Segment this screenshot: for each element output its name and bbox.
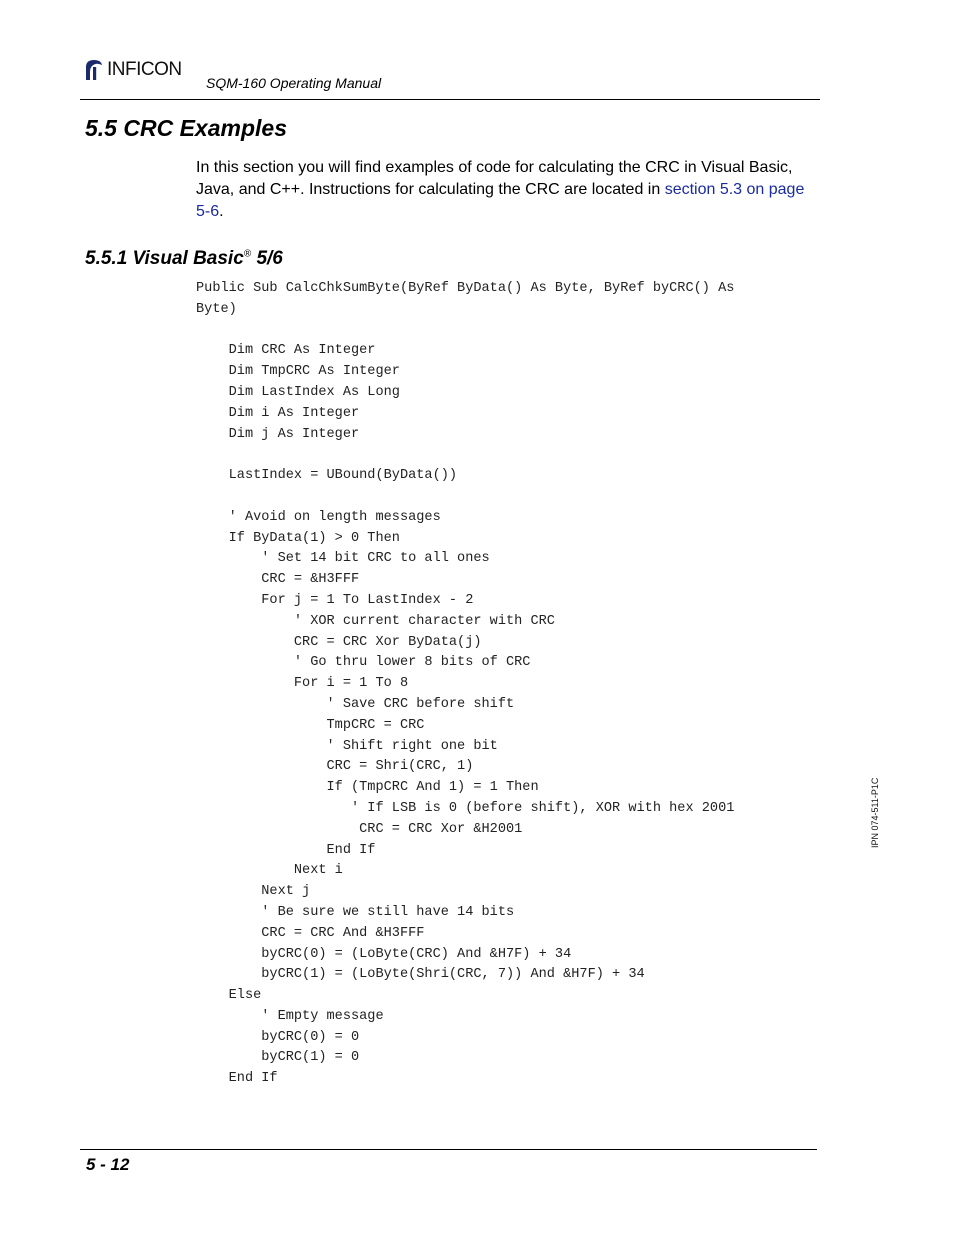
section-link[interactable]: section 5.3 on page 5-6 bbox=[196, 181, 805, 220]
intro-end: . bbox=[219, 203, 224, 220]
footer-divider bbox=[80, 1149, 817, 1150]
page-number: 5 - 12 bbox=[86, 1155, 130, 1174]
intro-text: In this section you will find examples of code for calculating the CRC in Visual Basic, Java, and C++. Instructions for calculating the CRC are located in bbox=[196, 159, 793, 198]
inficon-logo-icon bbox=[82, 58, 104, 82]
side-label: IPN 074-511-P1C bbox=[870, 777, 880, 848]
section-heading: 5.5 CRC Examples bbox=[85, 115, 287, 141]
inficon-logo bbox=[82, 58, 182, 82]
subsection-suffix: 5/6 bbox=[251, 248, 283, 269]
registered-mark: ® bbox=[243, 248, 252, 260]
manual-title: SQM-160 Operating Manual bbox=[206, 75, 382, 91]
intro-paragraph bbox=[196, 157, 816, 223]
code-listing: Public Sub CalcChkSumByte(ByRef ByData() As Byte, ByRef byCRC() As Byte) Dim CRC As Integer Dim TmpCRC As Integer Dim LastIndex As Long Dim i As Integer Dim j As Integer LastIndex = UBound(ByData()) ' Avoid on length messages If ByData(1) > 0 Then ' Set 14 bit CRC to all ones CRC = &H3FFF For j = 1 To LastIndex - 2 ' XOR current character with CRC CRC = CRC Xor ByData(j) ' Go thru lower 8 bits of CRC For i = 1 To 8 ' Save CRC before shift TmpCRC = CRC ' Shift right one bit CRC = Shri(CRC, 1) If (TmpCRC And 1) = 1 Then ' If LSB is 0 (before shift), XOR with hex 2001 CRC = CRC Xor &H2001 End If Next i Next j ' Be sure we still have 14 bits CRC = CRC And &H3FFF byCRC(0) = (LoByte(CRC) And &H7F) + 34 byCRC(1) = (LoByte(Shri(CRC, 7)) And &H7F) + 34 Else ' Empty message byCRC(0) = 0 byCRC(1) = 0 End If bbox=[196, 281, 735, 1087]
header-divider bbox=[80, 99, 820, 100]
subsection-title: 5.5.1 Visual Basic bbox=[85, 248, 244, 269]
logo-wordmark: INFICON bbox=[107, 59, 182, 80]
subsection-heading bbox=[85, 248, 283, 270]
